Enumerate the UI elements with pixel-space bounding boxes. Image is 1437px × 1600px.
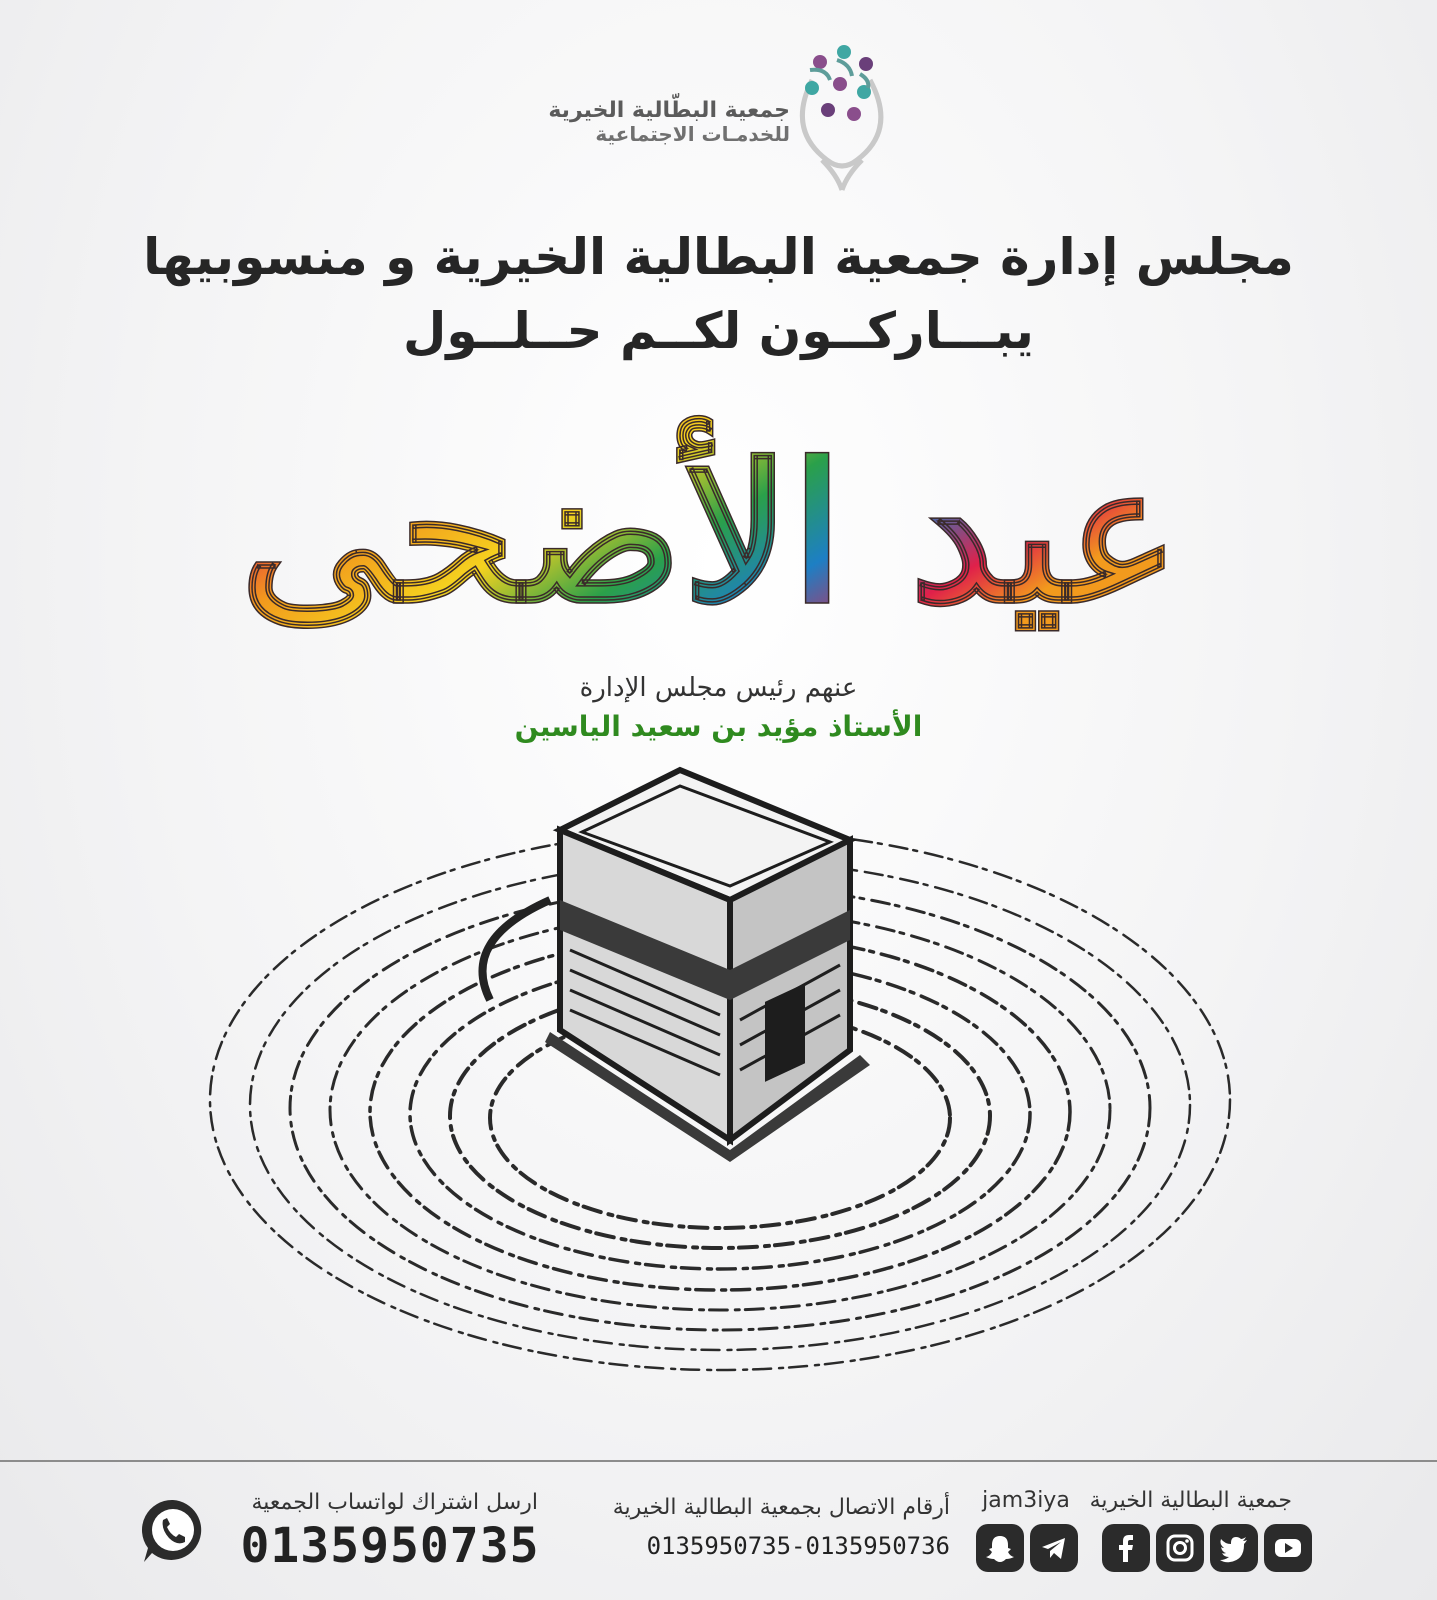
headline-line-1: مجلس إدارة جمعية البطالية الخيرية و منسوبيها	[143, 228, 1294, 286]
logo-name: جمعية البطّالية الخيرية	[548, 98, 790, 123]
logo-subtitle: للخدمـات الاجتماعية	[595, 122, 790, 147]
chairman-title: عنهم رئيس مجلس الإدارة	[579, 673, 858, 703]
whatsapp-label: ارسل اشتراك لواتساب الجمعية	[251, 1490, 538, 1515]
headline-line-2: يبـــاركــون لكــم حــلــول	[403, 302, 1034, 360]
youtube-icon[interactable]	[1264, 1524, 1312, 1572]
chairman-name: الأستاذ مؤيد بن سعيد الياسين	[514, 710, 923, 743]
whatsapp-number[interactable]: 0135950735	[240, 1518, 540, 1574]
whatsapp-icon[interactable]	[138, 1496, 208, 1566]
logo-mark-icon	[782, 40, 900, 190]
contact-numbers[interactable]: 0135950735-0135950736	[646, 1532, 950, 1560]
org-name-label: جمعية البطالية الخيرية	[1089, 1488, 1292, 1513]
logo	[520, 40, 920, 190]
kaaba-illustration	[190, 770, 1250, 1390]
contact-label: أرقام الاتصال بجمعية البطالية الخيرية	[612, 1495, 950, 1520]
facebook-icon[interactable]	[1102, 1524, 1150, 1572]
telegram-icon[interactable]	[1030, 1524, 1078, 1572]
footer-divider	[0, 1460, 1437, 1462]
eid-calligraphy	[239, 395, 1181, 665]
eid-text: عيد الأضحى	[239, 422, 1181, 645]
logo-text	[490, 98, 790, 146]
twitter-icon[interactable]	[1210, 1524, 1258, 1572]
snapchat-icon[interactable]	[976, 1524, 1024, 1572]
instagram-icon[interactable]	[1156, 1524, 1204, 1572]
social-handle: jam3iya	[982, 1488, 1070, 1513]
